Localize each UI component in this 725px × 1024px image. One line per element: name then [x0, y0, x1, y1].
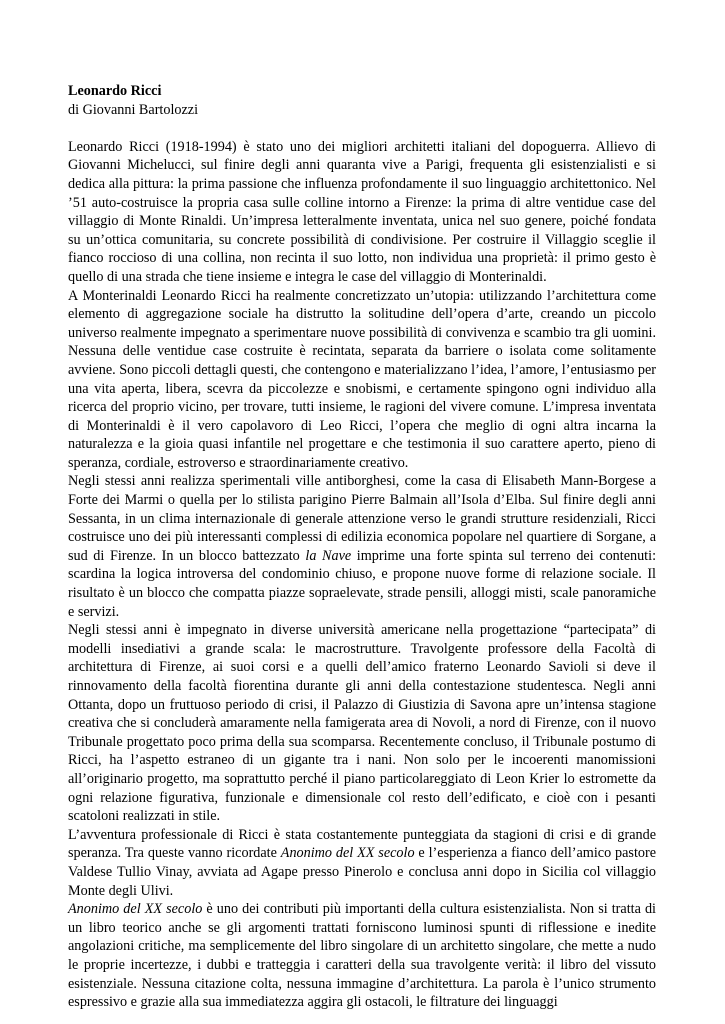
document-title: Leonardo Ricci — [68, 83, 162, 99]
paragraph-3-italic-title: la Nave — [305, 547, 352, 564]
paragraph-3-text-end: imprime una forte spinta sul terreno dei contenuti: scardina la logica introversa del condominio chiuso, e propone nuove forme di relazione sociale. Il risultato è un blocco che compatta piazze sopraelevate, strade pensili, alloggi misti, scale panoramiche e servizi. — [68, 547, 657, 620]
paragraph-5 — [68, 826, 656, 900]
paragraph-3-text-start: Negli stessi anni realizza sperimentali ville antiborghesi, come la casa di Elisabeth Mann-Borgese a Forte dei Marmi o quella per lo stilista parigino Pierre Balmain all’Isola d’Elba. Sul finire degli anni Sessanta, in un clima internazionale di generale attenzione verso le grandi strutture residenziali, Ricci costruisce uno dei più interessanti complessi di edilizia economica popolare nel quartiere di Sorgane, a sud di Firenze. In un blocco battezzato — [68, 473, 656, 564]
paragraph-1: Leonardo Ricci (1918-1994) è stato uno dei migliori architetti italiani del dopoguerra. Allievo di Giovanni Michelucci, sul finire degli anni quaranta vive a Parigi, frequenta gli esistenzialisti e si dedica alla pittura: la prima passione che influenza profondamente il suo linguaggio architettonico. Nel ’51 auto-costruisce la propria casa sulle colline intorno a Firenze: la prima di altre ventidue case del villaggio di Monte Rinaldi. Un’impresa letteralmente inventata, unica nel suo genere, poiché fondata su un’ottica comunitaria, su concrete possibilità di condivisione. Per costruire il Villaggio sceglie il fianco roccioso di una collina, non recinta il suo lotto, non individua una proprietà: il primo gesto è quello di una strada che tiene insieme e integra le case del villaggio di Monterinaldi. — [68, 138, 656, 285]
paragraph-2: A Monterinaldi Leonardo Ricci ha realmente concretizzato un’utopia: utilizzando l’architettura come elemento di aggregazione sociale ha distrutto la solitudine dell’opera d’arte, creando un piccolo universo realmente impegnato a sperimentare nuove possibilità di convivenza e scambio tra gli uomini. Nessuna delle ventidue case costruite è recintata, separata da barriere o isolata come solitamente avviene. Sono piccoli dettagli questi, che contengono e materializzano l’idea, l’amore, l’entusiasmo per una vita aperta, libera, scevra da piccolezze e snobismi, e certamente spingono ogni individuo alla ricerca del proprio vicino, per trovare, tutti insieme, le ragioni del vivere comune. L’impresa inventata di Monterinaldi è il vero capolavoro di Leo Ricci, l’opera che meglio di ogni altra incarna la naturalezza e la gioia quasi infantile nel progettare e che testimonia il suo carattere aperto, pieno di speranza, cordiale, estroverso e straordinariamente creativo. — [68, 287, 656, 471]
document-page — [68, 82, 656, 1012]
paragraph-3 — [68, 472, 656, 621]
paragraph-5-text-start: L’avventura professionale di Ricci è stata costantemente punteggiata da stagioni di crisi e di grande speranza. Tra queste vanno ricordate — [68, 826, 656, 862]
paragraph-6-italic-title: Anonimo del XX secolo — [68, 901, 203, 918]
paragraph-4: Negli stessi anni è impegnato in diverse università americane nella progettazione “partecipata” di modelli insediativi a grande scala: le macrostrutture. Travolgente professore della Facoltà di architettura di Firenze, ai suoi corsi e a quelli dell’amico fraterno Leonardo Savioli si deve il rinnovamento della facoltà fiorentina durante gli anni della contestazione studentesca. Negli anni Ottanta, dopo un fruttuoso periodo di crisi, il Palazzo di Giustizia di Savona apre un’intensa stagione creativa che si concluderà amaramente nella famigerata area di Novoli, a nord di Firenze, con il nuovo Tribunale progettato poco prima della sua scomparsa. Recentemente concluso, il Tribunale postumo di Ricci, ha l’aspetto estraneo di un gigante tra i nani. Non solo per le incoerenti manomissioni all’originario progetto, ma soprattutto perché il piano particolareggiato di Leon Krier lo estromette da ogni relazione figurativa, funzionale e dimensionale col resto dell’edificato, e cioè con i pesanti scatoloni realizzati in stile. — [68, 622, 656, 825]
paragraph-6 — [68, 900, 656, 1012]
paragraph-5-text-end: e l’esperienza a fianco dell’amico pastore Valdese Tullio Vinay, avviata ad Agape presso Pinerolo e conclusa anni dopo in Sicilia col villaggio Monte degli Ulivi. — [68, 845, 657, 899]
paragraph-5-italic-title: Anonimo del XX secolo — [280, 845, 415, 862]
document-author: di Giovanni Bartolozzi — [68, 101, 199, 118]
paragraph-6-text: è uno dei contributi più importanti della cultura esistenzialista. Non si tratta di un libro teorico anche se gli argomenti trattati forniscono luminosi spunti di riflessione e inedite angolazioni critiche, ma semplicemente del libro singolare di un architetto singolare, che mette a nudo le proprie incertezze, i dubbi e tratteggia i caratteri della sua travolgente verità: il libro del vissuto esistenziale. Nessuna citazione colta, nessuna immagine d’architettura. La parola è l’unico strumento espressivo e grazie alla sua immediatezza aggira gli ostacoli, le filtrature dei linguaggi — [68, 901, 656, 1011]
